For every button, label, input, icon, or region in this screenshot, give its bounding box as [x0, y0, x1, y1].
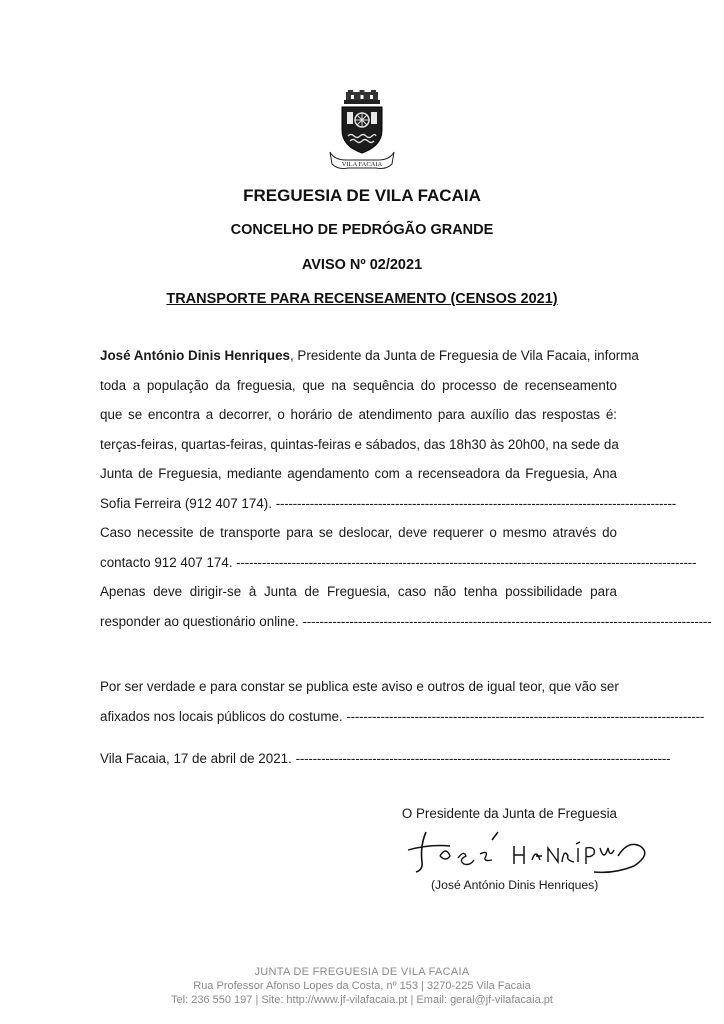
coat-of-arms-icon — [322, 90, 402, 170]
body-line-10: responder ao questionário online. ------------------------------------------------------------------------------------------------ — [100, 613, 712, 629]
notice-body — [100, 341, 712, 636]
signatory-title: O Presidente da Junta de Freguesia — [401, 806, 617, 821]
notice-number: AVISO Nº 02/2021 — [301, 257, 423, 273]
footer-organization: JUNTA DE FREGUESIA DE VILA FACAIA — [254, 966, 470, 978]
closing-line-2: afixados nos locais públicos do costume. ------------------------------------------------------------------------------------ — [100, 708, 705, 724]
crest-motto: VILA FACAIA — [341, 161, 383, 168]
notice-subject: TRANSPORTE PARA RECENSEAMENTO (CENSOS 2021) — [166, 291, 558, 307]
closing-paragraph — [100, 672, 705, 731]
signatory-name: (José António Dinis Henriques) — [431, 878, 599, 892]
date-paragraph — [100, 744, 671, 774]
closing-line-1: Por ser verdade e para constar se publica este aviso e outros de igual teor, que vão ser — [100, 679, 619, 694]
parish-title: FREGUESIA DE VILA FACAIA — [243, 186, 481, 205]
body-line-8: contacto 912 407 174. ------------------------------------------------------------------------------------------------------------ — [100, 554, 697, 570]
footer-contacts: Tel: 236 550 197 | Site: http://www.jf-vilafacaia.pt | Email: geral@jf-vilafacaia.pt — [171, 994, 553, 1006]
signature-icon — [400, 826, 660, 876]
body-line-5: Junta de Freguesia, mediante agendamento com a recenseadora da Freguesia, Ana — [100, 466, 617, 481]
body-line-3: que se encontra a decorrer, o horário de atendimento para auxílio das respostas é: — [100, 407, 617, 422]
president-name: José António Dinis Henriques — [100, 348, 290, 363]
footer-address: Rua Professor Afonso Lopes da Costa, nº 153 | 3270-225 Vila Facaia — [193, 980, 531, 992]
body-line-6: Sofia Ferreira (912 407 174). ---------------------------------------------------------------------------------------------- — [100, 495, 677, 511]
body-line-1: José António Dinis Henriques, Presidente da Junta de Freguesia de Vila Facaia, informa — [100, 348, 639, 363]
body-line-9: Apenas deve dirigir-se à Junta de Freguesia, caso não tenha possibilidade para — [100, 584, 617, 599]
date-line: Vila Facaia, 17 de abril de 2021. ---------------------------------------------------------------------------------------- — [100, 751, 671, 766]
body-line-4: terças-feiras, quartas-feiras, quintas-feiras e sábados, das 18h30 às 20h00, na sede da — [100, 436, 619, 452]
body-line-7: Caso necessite de transporte para se deslocar, deve requerer o mesmo através do — [100, 525, 617, 540]
municipality-subtitle: CONCELHO DE PEDRÓGÃO GRANDE — [230, 222, 494, 238]
body-line-2: toda a população da freguesia, que na sequência do processo de recenseamento — [100, 377, 617, 393]
